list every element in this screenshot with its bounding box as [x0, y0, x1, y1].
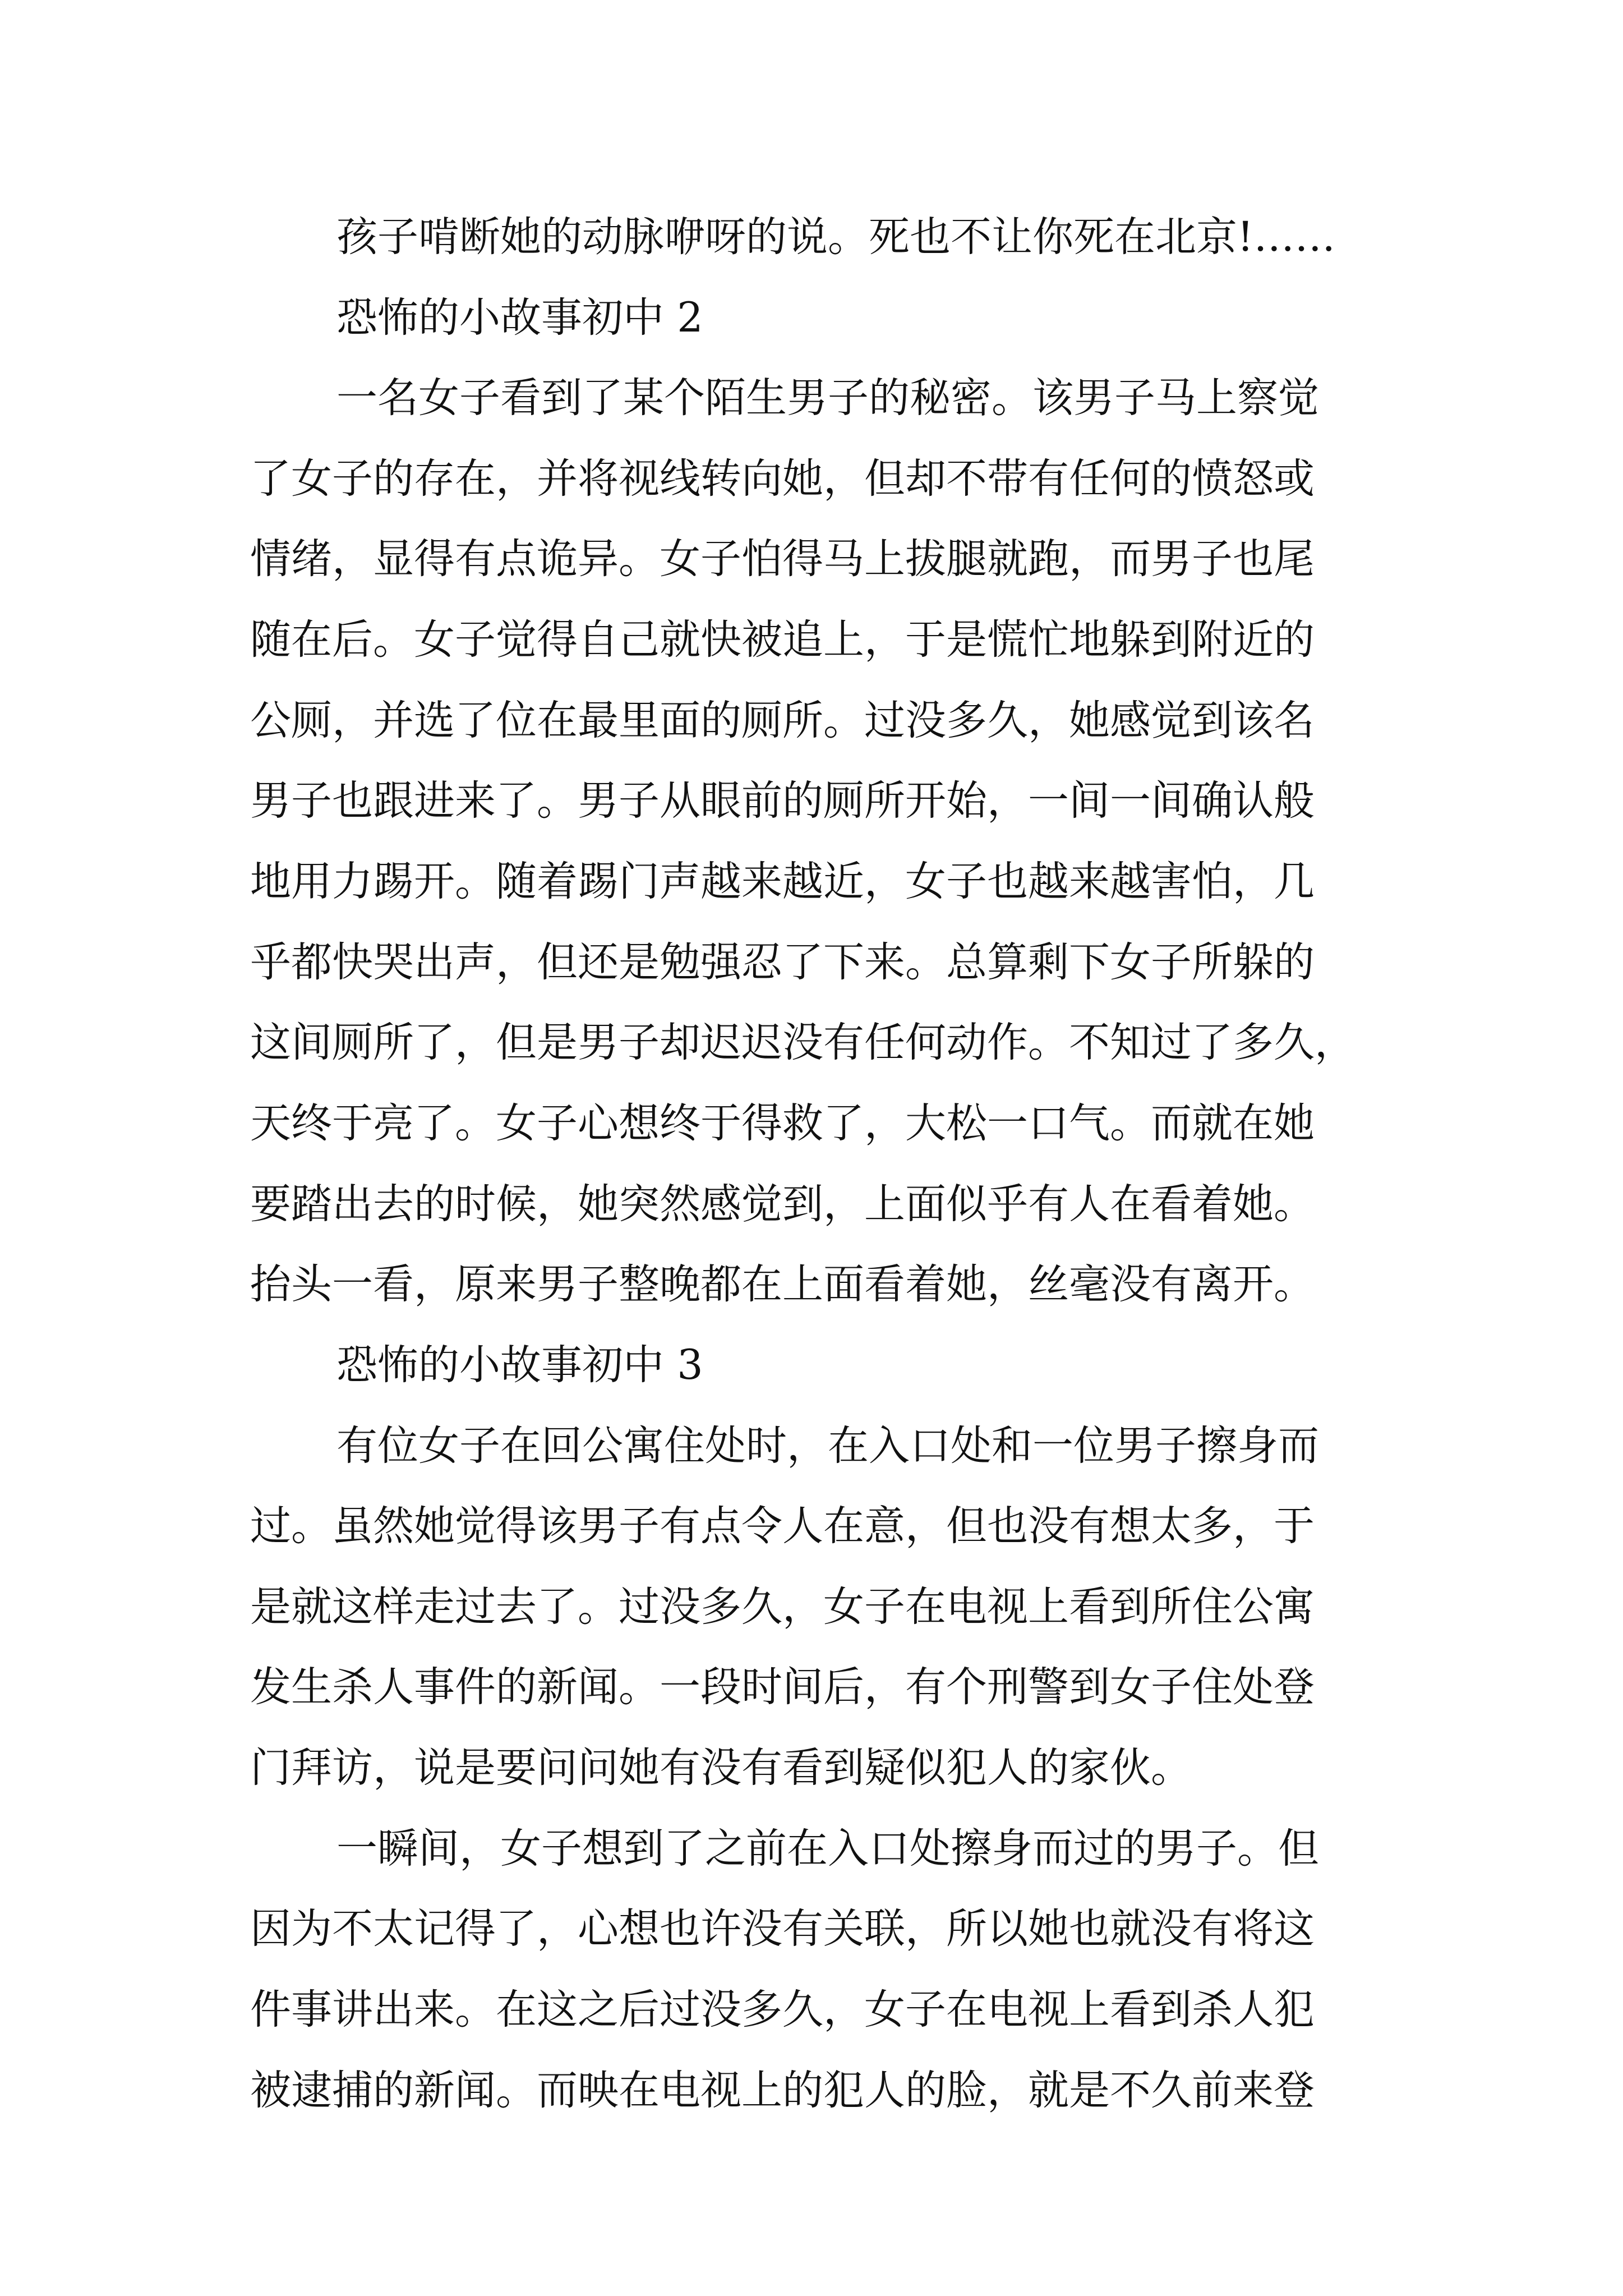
- story-3-line: 被逮捕的新闻。而映在电视上的犯人的脸，就是不久前来登: [250, 2067, 1315, 2114]
- story-2-line: 男子也跟进来了。男子从眼前的厕所开始，一间一间确认般: [250, 777, 1315, 825]
- story-3-line: 是就这样走过去了。过没多久，女子在电视上看到所住公寓: [250, 1583, 1315, 1631]
- story-2-line: 这间厕所了，但是男子却迟迟没有任何动作。不知过了多久，: [250, 1019, 1355, 1066]
- story-3-line: 件事讲出来。在这之后过没多久，女子在电视上看到杀人犯: [250, 1986, 1315, 2033]
- story-3-line: 门拜访，说是要问问她有没有看到疑似犯人的家伙。: [250, 1744, 1192, 1792]
- story-2-line: 要踏出去的时候，她突然感觉到，上面似乎有人在看着她。: [250, 1180, 1315, 1228]
- story-3-line: 过。虽然她觉得该男子有点令人在意，但也没有想太多，于: [250, 1502, 1315, 1550]
- story-3-heading: 恐怖的小故事初中 3: [336, 1341, 703, 1389]
- story-2-line: 天终于亮了。女子心想终于得救了，大松一口气。而就在她: [250, 1099, 1315, 1147]
- story-2-line: 一名女子看到了某个陌生男子的秘密。该男子马上察觉: [336, 374, 1319, 422]
- story-2-line: 公厕，并选了位在最里面的厕所。过没多久，她感觉到该名: [250, 697, 1315, 744]
- story-2-line: 了女子的存在，并将视线转向她，但却不带有任何的愤怒或: [250, 455, 1315, 503]
- story-2-line: 乎都快哭出声，但还是勉强忍了下来。总算剩下女子所躲的: [250, 938, 1315, 986]
- story-2-heading: 恐怖的小故事初中 2: [336, 294, 703, 342]
- story-3-line: 一瞬间，女子想到了之前在入口处擦身而过的男子。但: [336, 1825, 1319, 1872]
- story-2-line: 情绪，显得有点诡异。女子怕得马上拔腿就跑，而男子也尾: [250, 535, 1315, 583]
- story-1-ending: 孩子啃断她的动脉咿呀的说。死也不让你死在北京!……: [336, 213, 1336, 261]
- story-3-line: 因为不太记得了，心想也许没有关联，所以她也就没有将这: [250, 1905, 1315, 1953]
- story-2-line: 随在后。女子觉得自己就快被追上，于是慌忙地躲到附近的: [250, 616, 1315, 664]
- story-2-line: 地用力踢开。随着踢门声越来越近，女子也越来越害怕，几: [250, 858, 1315, 905]
- story-3-line: 发生杀人事件的新闻。一段时间后，有个刑警到女子住处登: [250, 1663, 1315, 1711]
- story-2-line: 抬头一看，原来男子整晚都在上面看着她，丝毫没有离开。: [250, 1260, 1315, 1308]
- story-3-line: 有位女子在回公寓住处时，在入口处和一位男子擦身而: [336, 1422, 1319, 1470]
